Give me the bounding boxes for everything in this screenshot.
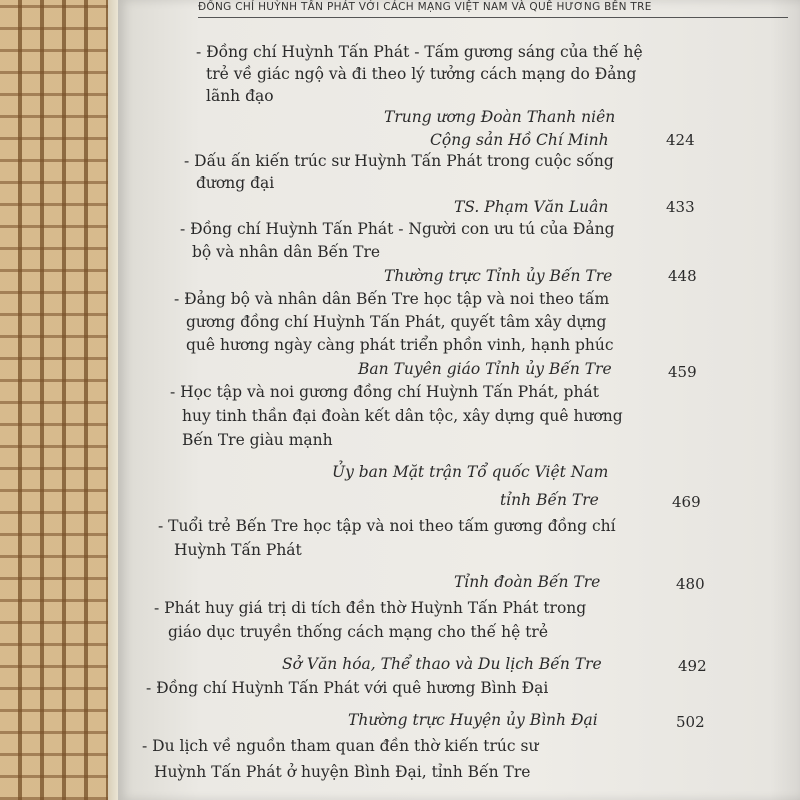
toc-entry-title-line: lãnh đạo bbox=[206, 87, 274, 105]
toc-entry-title-line: Huỳnh Tấn Phát bbox=[174, 541, 302, 559]
toc-entry-author: Sở Văn hóa, Thể thao và Du lịch Bến Tre bbox=[282, 655, 602, 673]
toc-entry-title-line: trẻ về giác ngộ và đi theo lý tưởng cách mạng do Đảng bbox=[206, 65, 637, 83]
toc-entry-title-line: đương đại bbox=[196, 174, 275, 192]
toc-entry-title-line: - Học tập và noi gương đồng chí Huỳnh Tấn Phát, phát bbox=[170, 383, 599, 401]
toc-entry-title-line: - Tuổi trẻ Bến Tre học tập và noi theo tấm gương đồng chí bbox=[158, 517, 616, 535]
running-header: ĐỒNG CHÍ HUỲNH TẤN PHÁT VỚI CÁCH MẠNG VIỆT NAM VÀ QUÊ HƯƠNG BẾN TRE bbox=[198, 1, 652, 13]
toc-entry-author: Thường trực Huyện ủy Bình Đại bbox=[348, 711, 598, 729]
toc-entry-title-line: - Đồng chí Huỳnh Tấn Phát với quê hương Bình Đại bbox=[146, 679, 549, 697]
toc-entry-page-number: 459 bbox=[668, 363, 697, 381]
header-rule bbox=[198, 17, 788, 18]
toc-entry-title-line: - Phát huy giá trị di tích đền thờ Huỳnh Tấn Phát trong bbox=[154, 599, 587, 617]
toc-entry-author: TS. Phạm Văn Luân bbox=[454, 198, 609, 216]
toc-entry-title-line: gương đồng chí Huỳnh Tấn Phát, quyết tâm xây dựng bbox=[186, 313, 607, 331]
toc-entry-author: Cộng sản Hồ Chí Minh bbox=[430, 131, 609, 149]
toc-entry-title-line: huy tinh thần đại đoàn kết dân tộc, xây dựng quê hương bbox=[182, 407, 623, 425]
toc-entry-author: tỉnh Bến Tre bbox=[500, 491, 599, 509]
toc-entry-author: Ủy ban Mặt trận Tổ quốc Việt Nam bbox=[332, 463, 609, 481]
toc-entry-page-number: 433 bbox=[666, 198, 695, 216]
toc-entry-title-line: - Du lịch về nguồn tham quan đền thờ kiến trúc sư bbox=[142, 737, 539, 755]
toc-entry-title-line: - Đồng chí Huỳnh Tấn Phát - Người con ưu tú của Đảng bbox=[180, 220, 615, 238]
toc-entry-title-line: Bến Tre giàu mạnh bbox=[182, 431, 333, 449]
toc-entry-author: Tỉnh đoàn Bến Tre bbox=[454, 573, 601, 591]
toc-entry-author: Trung ương Đoàn Thanh niên bbox=[384, 108, 616, 126]
toc-entry-author: Ban Tuyên giáo Tỉnh ủy Bến Tre bbox=[358, 360, 612, 378]
toc-entry-title-line: giáo dục truyền thống cách mạng cho thế hệ trẻ bbox=[168, 623, 549, 641]
book-page bbox=[118, 0, 800, 800]
toc-entry-title-line: Huỳnh Tấn Phát ở huyện Bình Đại, tỉnh Bến Tre bbox=[154, 763, 531, 781]
toc-entry-page-number: 424 bbox=[666, 131, 695, 149]
toc-entry-title-line: - Đồng chí Huỳnh Tấn Phát - Tấm gương sáng của thế hệ bbox=[196, 43, 643, 61]
toc-entry-page-number: 448 bbox=[668, 267, 697, 285]
toc-entry-author: Thường trực Tỉnh ủy Bến Tre bbox=[384, 267, 613, 285]
toc-entry-page-number: 502 bbox=[676, 713, 705, 731]
toc-entry-page-number: 469 bbox=[672, 493, 701, 511]
toc-entry-title-line: quê hương ngày càng phát triển phồn vinh, hạnh phúc bbox=[186, 336, 614, 354]
toc-entry-title-line: - Dấu ấn kiến trúc sư Huỳnh Tấn Phát trong cuộc sống bbox=[184, 152, 614, 170]
toc-entry-page-number: 492 bbox=[678, 657, 707, 675]
woven-mat-background bbox=[0, 0, 120, 800]
toc-entry-page-number: 480 bbox=[676, 575, 705, 593]
toc-entry-title-line: bộ và nhân dân Bến Tre bbox=[192, 243, 381, 261]
toc-entry-title-line: - Đảng bộ và nhân dân Bến Tre học tập và noi theo tấm bbox=[174, 290, 610, 308]
page-shadow bbox=[770, 0, 800, 800]
